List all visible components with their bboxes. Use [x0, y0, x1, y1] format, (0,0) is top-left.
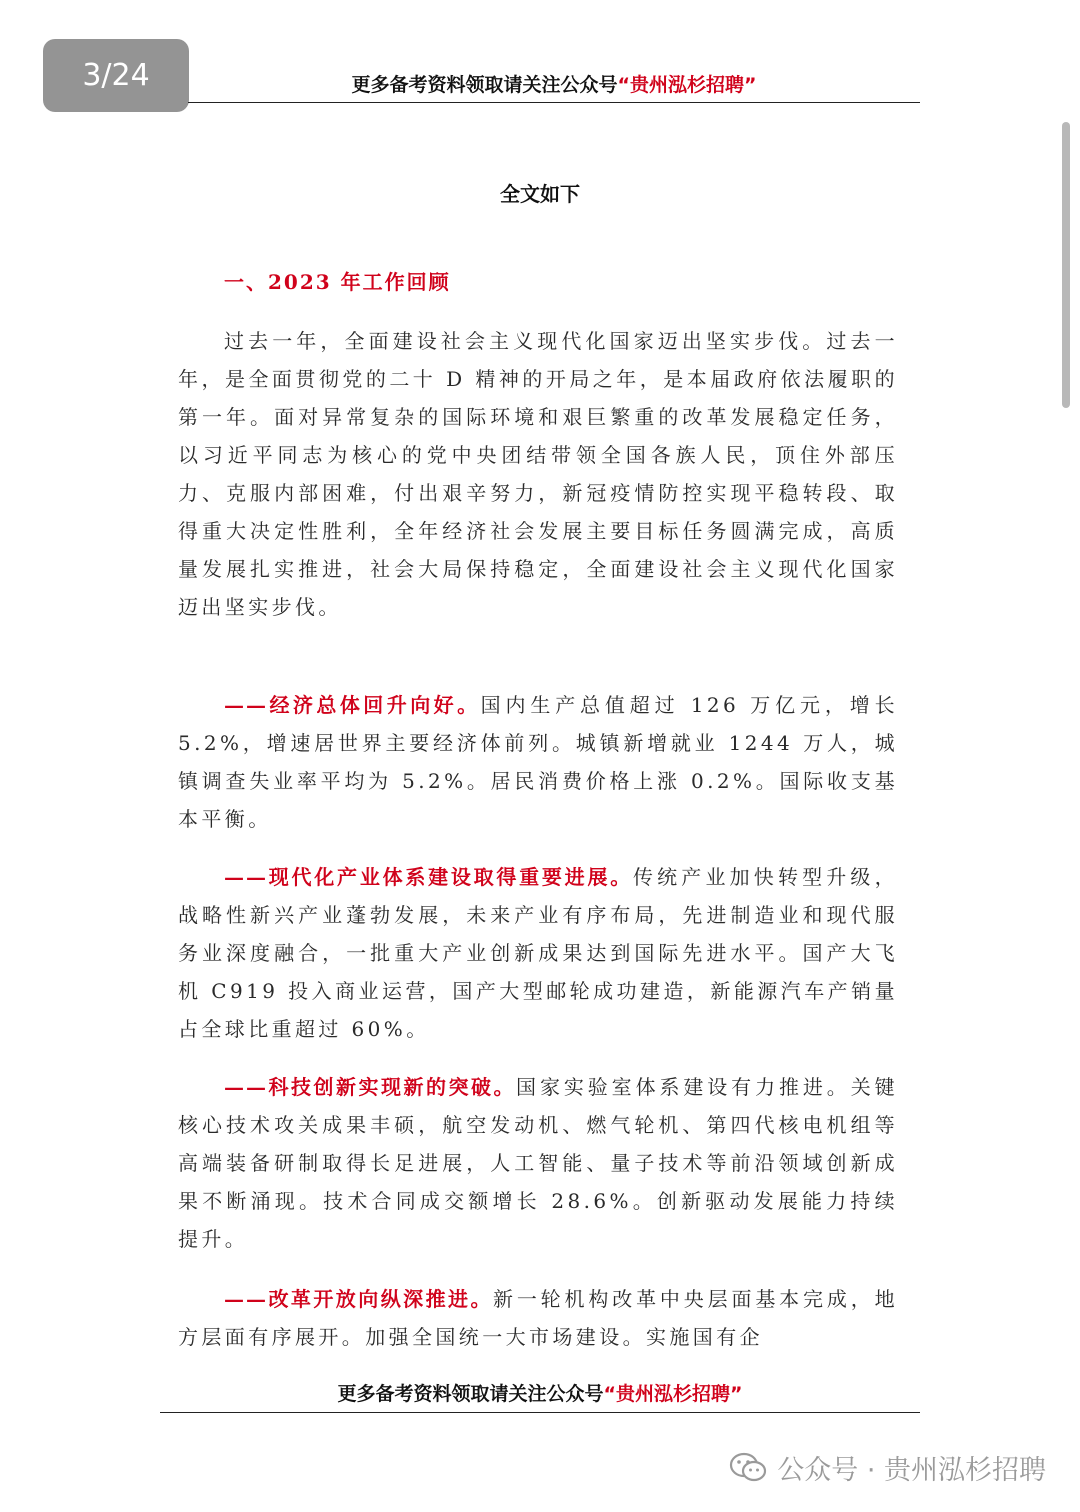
intro-paragraph: 过去一年，全面建设社会主义现代化国家迈出坚实步伐。过去一年，是全面贯彻党的二十 D 精神的开局之年，是本届政府依法履职的第一年。面对异常复杂的国际环境和艰巨繁重的改革发展稳定任务，以习近平同志为核心的党中央团结带领全国各族人民，顶住外部压力、克服内部困难，付出艰辛努力，新冠疫情防控实现平稳转段、取得重大决定性胜利，全年经济社会发展主要目标任务圆满完成，高质量发展扎实推进，社会大局保持稳定，全面建设社会主义现代化国家迈出坚实步伐。: [178, 329, 898, 619]
page-footer: [160, 1376, 920, 1413]
header-account-name: “贵州泓杉招聘”: [617, 74, 757, 96]
document-title: 全文如下: [500, 182, 580, 206]
page-indicator-badge: [43, 39, 189, 112]
page-indicator-text: 3/24: [82, 58, 150, 93]
wechat-watermark: [729, 1448, 1046, 1487]
section-heading: 一、2023 年工作回顾: [224, 270, 451, 294]
page-header: [188, 68, 920, 103]
scrollbar-thumb[interactable]: [1062, 122, 1070, 408]
item-lead: ——现代化产业体系建设取得重要进展。: [224, 865, 633, 889]
wechat-icon: [729, 1452, 767, 1484]
item-paragraph-economy: [178, 686, 898, 838]
item-body: 国家实验室体系建设有力推进。关键核心技术攻关成果丰硕，航空发动机、燃气轮机、第四代核电机组等高端装备研制取得长足进展，人工智能、量子技术等前沿领域创新成果不断涌现。技术合同成交额增长 28.6%。创新驱动发展能力持续提升。: [178, 1075, 898, 1251]
footer-text: 更多备考资料领取请关注公众号: [337, 1383, 604, 1405]
item-body: 传统产业加快转型升级，战略性新兴产业蓬勃发展，未来产业有序布局，先进制造业和现代服务业深度融合，一批重大产业创新成果达到国际先进水平。国产大飞机 C919 投入商业运营，国产大型邮轮成功建造，新能源汽车产销量占全球比重超过 60%。: [178, 865, 898, 1041]
header-text: 更多备考资料领取请关注公众号: [351, 74, 618, 96]
watermark-text: 公众号 · 贵州泓杉招聘: [777, 1455, 1046, 1486]
item-body: 国内生产总值超过 126 万亿元，增长 5.2%，增速居世界主要经济体前列。城镇新增就业 1244 万人，城镇调查失业率平均为 5.2%。居民消费价格上涨 0.2%。国际收支基本平衡。: [178, 693, 898, 831]
item-lead: ——改革开放向纵深推进。: [224, 1287, 493, 1311]
item-paragraph-technology: [178, 1068, 898, 1258]
footer-account-name: “贵州泓杉招聘”: [603, 1383, 743, 1405]
item-body: 新一轮机构改革中央层面基本完成，地方层面有序展开。加强全国统一大市场建设。实施国有企: [178, 1287, 898, 1349]
item-lead: ——经济总体回升向好。: [224, 693, 481, 717]
item-lead: ——科技创新实现新的突破。: [224, 1075, 517, 1099]
item-paragraph-industry: [178, 858, 898, 1048]
item-paragraph-reform: [178, 1280, 898, 1356]
